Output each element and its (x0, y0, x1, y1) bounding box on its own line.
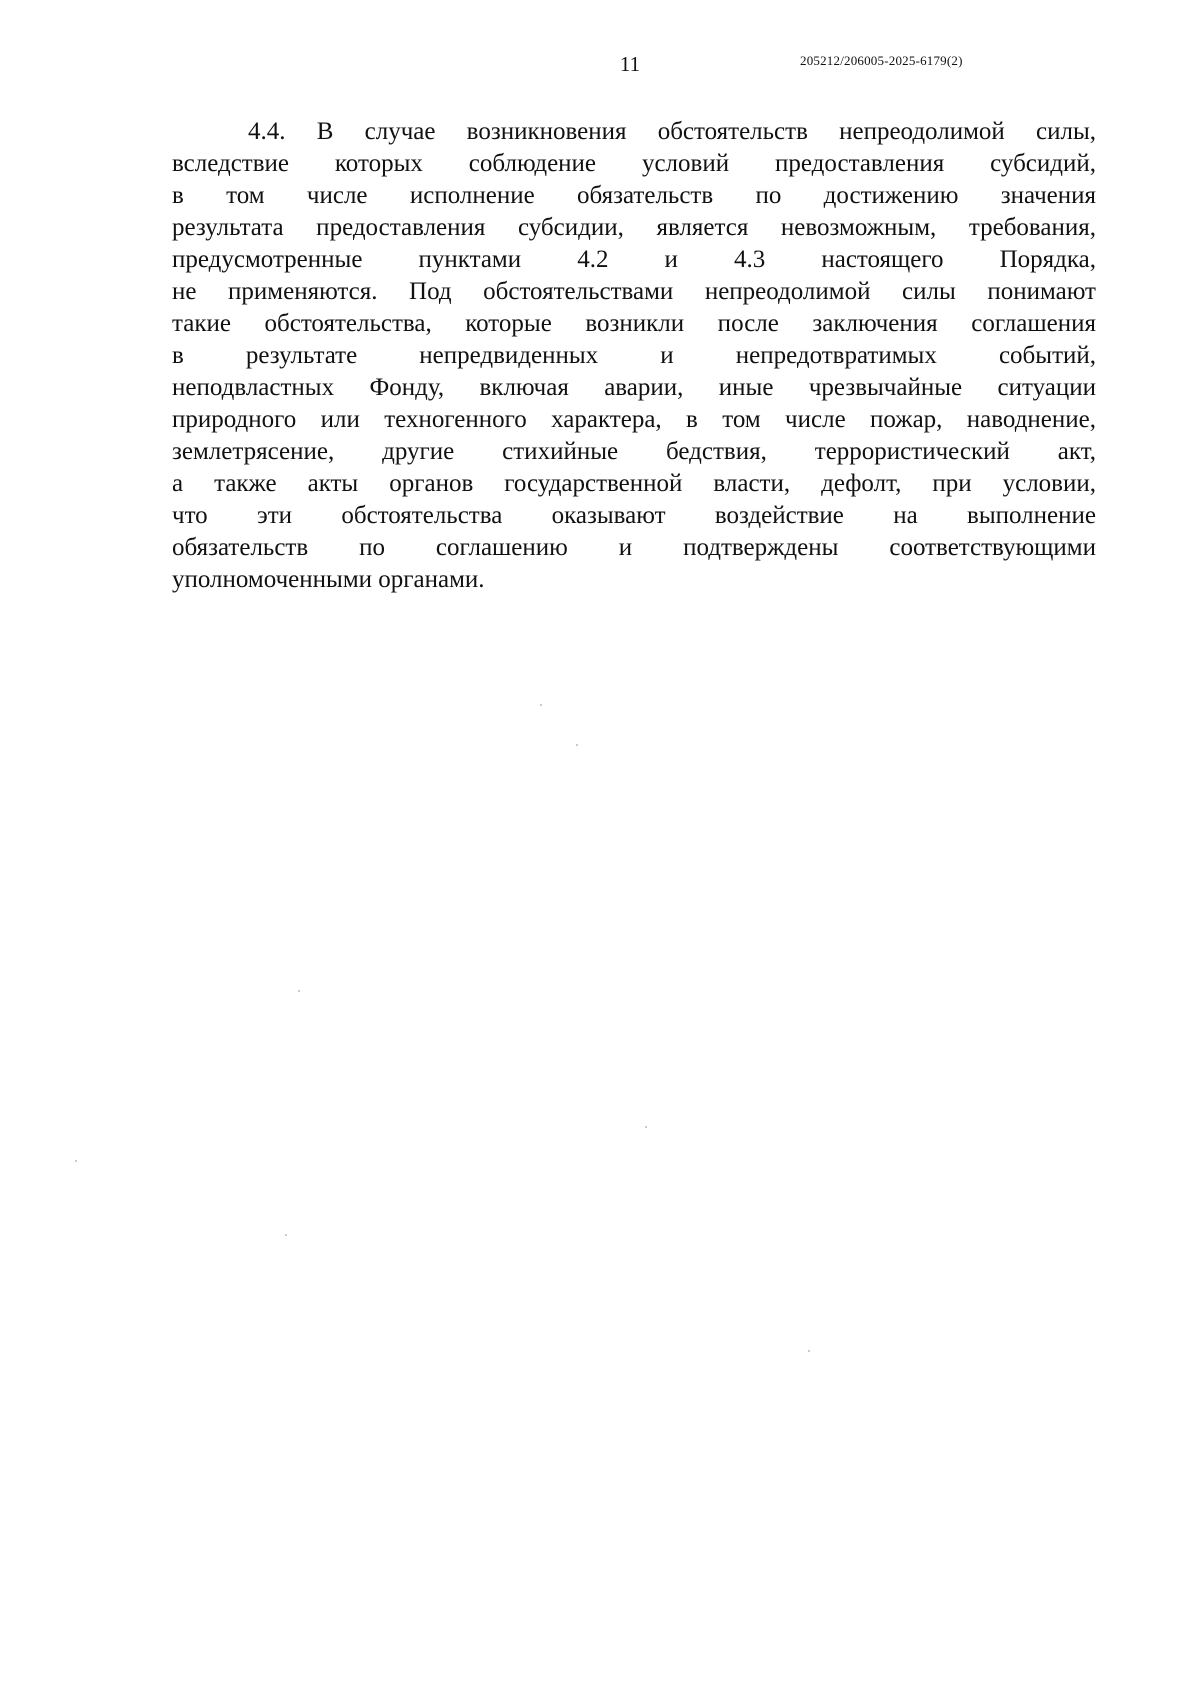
paragraph-line: природного или техногенного характера, в том числе пожар, наводнение, (172, 406, 1096, 433)
paragraph-line: уполномоченными органами. (172, 566, 485, 593)
scan-speck (75, 1160, 77, 1162)
paragraph-line: что эти обстоятельства оказывают воздействие на выполнение (172, 502, 1096, 529)
paragraph-line: а также акты органов государственной власти, дефолт, при условии, (172, 470, 1096, 497)
scan-speck (808, 1350, 810, 1352)
paragraph-line: такие обстоятельства, которые возникли после заключения соглашения (172, 310, 1096, 337)
paragraph-line: землетрясение, другие стихийные бедствия, террористический акт, (172, 438, 1096, 465)
paragraph-line: предусмотренные пунктами 4.2 и 4.3 настоящего Порядка, (172, 246, 1096, 273)
document-registration-number: 205212/206005-2025-6179(2) (800, 53, 963, 68)
scan-speck (285, 1234, 287, 1236)
paragraph-line: не применяются. Под обстоятельствами непреодолимой силы понимают (172, 278, 1096, 305)
scan-speck (540, 704, 542, 706)
paragraph-line: результата предоставления субсидии, является невозможным, требования, (172, 214, 1096, 241)
paragraph-4-4 (172, 116, 1096, 596)
paragraph-line: в том числе исполнение обязательств по достижению значения (172, 182, 1096, 209)
paragraph-line: вследствие которых соблюдение условий предоставления субсидий, (172, 150, 1096, 177)
page-number: 11 (619, 52, 641, 76)
paragraph-line: в результате непредвиденных и непредотвратимых событий, (172, 342, 1096, 369)
paragraph-line: обязательств по соглашению и подтверждены соответствующими (172, 534, 1096, 561)
scan-speck (576, 744, 578, 746)
scan-speck (645, 1126, 647, 1128)
paragraph-line: 4.4. В случае возникновения обстоятельств непреодолимой силы, (248, 118, 1096, 145)
scan-speck (298, 990, 300, 992)
paragraph-line: неподвластных Фонду, включая аварии, иные чрезвычайные ситуации (172, 374, 1096, 401)
